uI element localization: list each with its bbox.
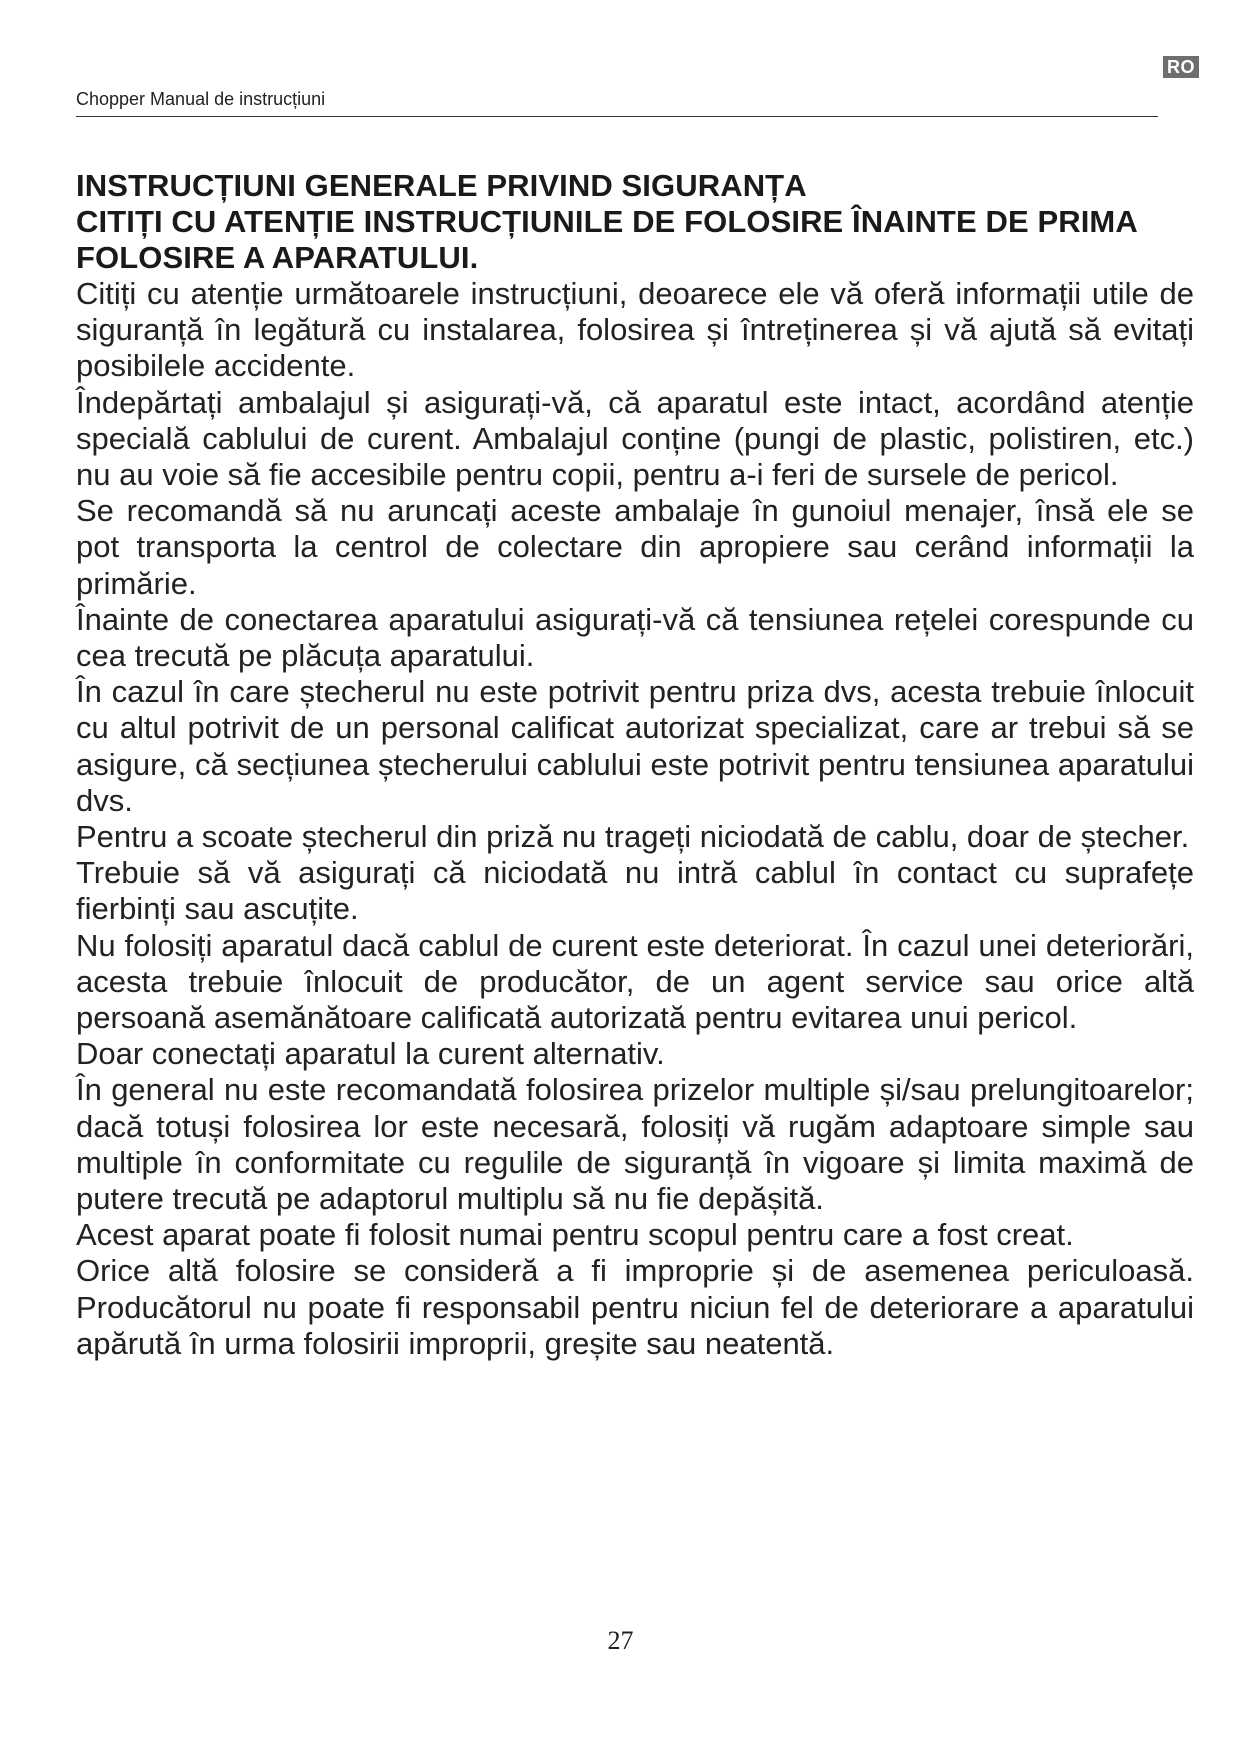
page-number: 27 [607, 1626, 634, 1655]
document-body [76, 168, 1194, 1362]
paragraph-unplug: Pentru a scoate ștecherul din priză nu trageți niciodată de cablu, doar de ștecher. [76, 819, 1190, 855]
paragraph-cable-contact: Trebuie să vă asigurați că niciodată nu intră cablul în contact cu suprafețe fierbinți sau ascuțite. [76, 855, 1194, 927]
paragraph-disposal: Se recomandă să nu aruncați aceste ambalaje în gunoiul menajer, însă ele se pot transporta la centrol de colectare din apropiere sau cerând informații la primărie. [76, 493, 1194, 601]
page-header: Chopper Manual de instrucțiuni [76, 86, 1158, 117]
paragraph-improper-use: Orice altă folosire se consideră a fi improprie și de asemenea periculoasă. Producătorul nu poate fi responsabil pentru niciun fel de deteriorare a aparatului apărută în urma folosirii improprii, greșite sau neatentă. [76, 1253, 1194, 1361]
section-subtitle: CITIȚI CU ATENȚIE INSTRUCȚIUNILE DE FOLOSIRE ÎNAINTE DE PRIMA FOLOSIRE A APARATULUI. [76, 204, 1137, 275]
paragraph-plug-replacement: În cazul în care ștecherul nu este potrivit pentru priza dvs, acesta trebuie înlocuit cu altul potrivit de un personal calificat autorizat specializat, care ar trebui să se asigure, că secțiunea ștecherului cablului este potrivit pentru tensiunea aparatului dvs. [76, 674, 1194, 818]
section-title: INSTRUCȚIUNI GENERALE PRIVIND SIGURANȚA [76, 168, 807, 203]
paragraph-damaged-cable: Nu folosiți aparatul dacă cablul de curent este deteriorat. În cazul unei deteriorări, acesta trebuie înlocuit de producător, de un agent service sau orice altă persoană asemănătoare calificată autorizată pentru evitarea unui pericol. [76, 927, 1194, 1036]
paragraph-packaging: Îndepărtați ambalajul și asigurați-vă, că aparatul este intact, acordând atenție specială cablului de curent. Ambalajul conține (pungi de plastic, polistiren, etc.) nu au voie să fie accesibile pentru copii, pentru a-i feri de sursele de pericol. [76, 384, 1194, 493]
paragraph-voltage: Înainte de conectarea aparatului asigurați-vă că tensiunea rețelei corespunde cu cea trecută pe plăcuța aparatului. [76, 601, 1194, 674]
language-badge: RO [1163, 56, 1199, 78]
paragraph-intended-use: Acest aparat poate fi folosit numai pentru scopul pentru care a fost creat. [76, 1217, 1074, 1253]
paragraph-intro: Citiți cu atenție următoarele instrucțiuni, deoarece ele vă oferă informații utile de siguranță în legătură cu instalarea, folosirea și întreținerea și vă ajută să evitați posibilele accidente. [76, 276, 1194, 384]
paragraph-alternating-current: Doar conectați aparatul la curent alternativ. [76, 1036, 665, 1072]
paragraph-multiple-sockets: În general nu este recomandată folosirea prizelor multiple și/sau prelungitoarelor; dacă totuși folosirea lor este necesară, folosiți vă rugăm adaptoare simple sau multiple în conformitate cu regulile de siguranță în vigoare și limita maximă de putere trecută pe adaptorul multiplu să nu fie depășită. [76, 1072, 1194, 1217]
